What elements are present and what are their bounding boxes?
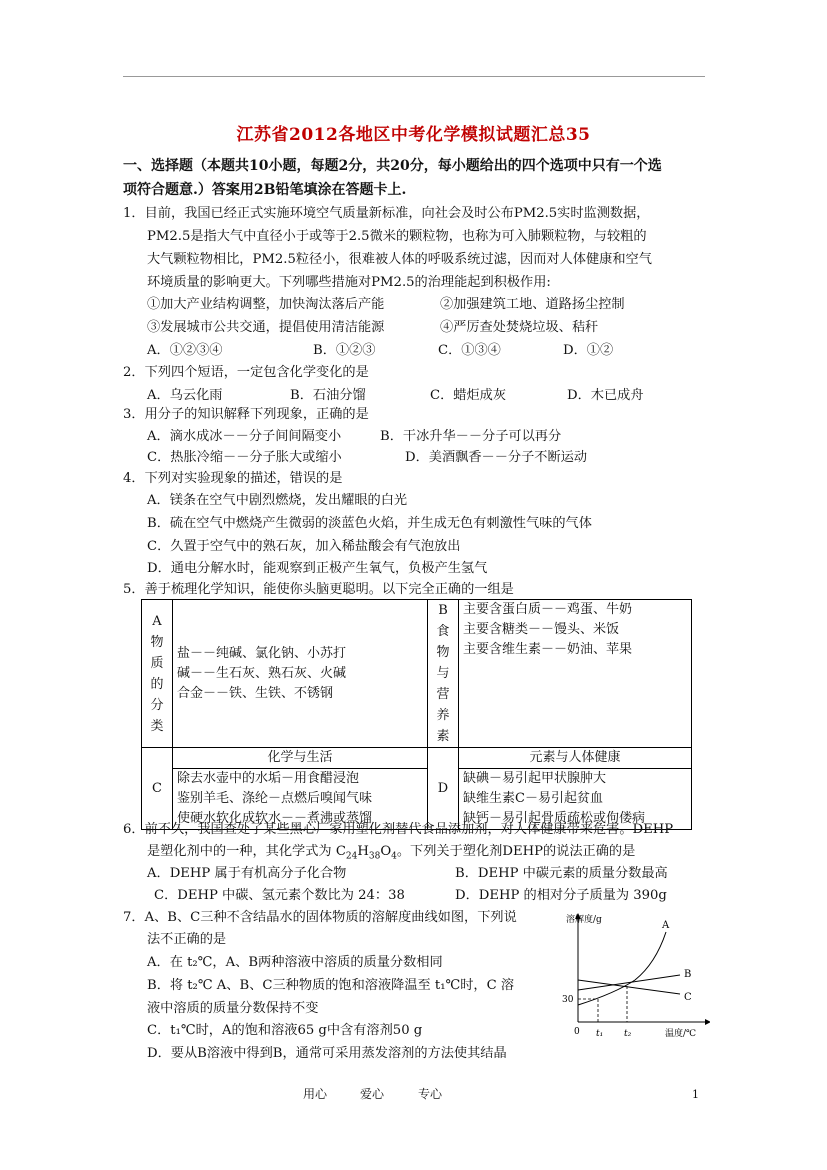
header-rule [123,76,705,77]
series-label-c: C [684,992,692,1003]
q7-stem: 7．A、B、C三种不含结晶水的固体物质的溶解度曲线如图，下列说 [123,910,517,925]
q5-b-content: 主要含蛋白质－－鸡蛋、牛奶 主要含糖类－－馒头、米饭 主要含维生素－－奶油、苹果 [459,600,692,748]
q3-option: B．干冰升华－－分子可以再分 [380,429,562,444]
q1-measure: ③发展城市公共交通，提倡使用清洁能源 [147,320,385,335]
series-label-a: A [662,920,670,931]
q1-option: B．①②③ [313,343,376,358]
q3-stem: 3．用分子的知识解释下列现象，正确的是 [123,407,369,422]
footer-item: 专心 [418,1087,443,1101]
solubility-chart [560,910,710,1050]
curve-a [578,932,666,1005]
q2-option: B．石油分馏 [290,388,366,403]
q4-option: A．镁条在空气中剧烈燃烧，发出耀眼的白光 [147,493,408,508]
q2-option: C．蜡炬成灰 [430,388,507,403]
q1-stem: 1．目前，我国已经正式实施环境空气质量新标准，向社会及时公布PM2.5实时监测数据， [123,206,650,221]
q4-option: C．久置于空气中的熟石灰，加入稀盐酸会有气泡放出 [147,539,461,554]
q5-a-content: 盐－－纯碱、氯化钠、小苏打 碱－－生石灰、熟石灰、火碱 合金－－铁、生铁、不锈钢 [173,600,428,748]
q7-option: C．t₁℃时，A的饱和溶液65 g中含有溶剂50 g [147,1023,423,1038]
y-axis-label: 溶解度/g [566,915,602,925]
q4-stem: 4．下列对实验现象的描述，错误的是 [123,471,343,486]
q5-b-label: B 食 物 与 营 养 素 [428,600,459,748]
footer-item: 爱心 [360,1087,385,1101]
q5-c-label: C [142,748,173,830]
x-tick-t2: t₂ [624,1029,632,1039]
q1-option: C．①③④ [438,343,501,358]
q5-c-heading: 化学与生活 [173,748,428,769]
q7-option: B．将 t₂℃ A、B、C三种物质的饱和溶液降温至 t₁℃时，C 溶 [147,978,515,993]
q2-option: A．乌云化雨 [147,388,223,403]
q4-option: D．通电分解水时，能观察到正极产生氧气，负极产生氢气 [147,561,488,576]
q1-measure: ②加强建筑工地、道路扬尘控制 [440,297,625,312]
q1-measure: ①加大产业结构调整，加快淘汰落后产能 [147,297,385,312]
section-heading: 一、选择题（本题共10小题，每题2分，共20分，每小题给出的四个选项中只有一个选 [123,158,662,174]
q1-option: D．①② [563,343,614,358]
section-heading-cont: 项符合题意.）答案用2B铅笔填涂在答题卡上. [123,182,407,198]
q6-option: D．DEHP 的相对分子质量为 390g [455,888,667,903]
q7-option: D．要从B溶液中得到B，通常可采用蒸发溶剂的方法使其结晶 [147,1046,507,1061]
page-title: 江苏省2012各地区中考化学模拟试题汇总35 [236,125,591,145]
series-label-b: B [684,969,692,980]
q1-stem: 环境质量的影响更大。下列哪些措施对PM2.5的治理能起到积极作用: [147,275,551,290]
q2-stem: 2．下列四个短语，一定包含化学变化的是 [123,365,369,380]
origin-label: 0 [574,1027,580,1037]
x-tick-t1: t₁ [596,1029,604,1039]
q1-stem: 大气颗粒物相比，PM2.5粒径小，很难被人体的呼吸系统过滤，因而对人体健康和空气 [147,252,652,267]
q1-stem: PM2.5是指大气中直径小于或等于2.5微米的颗粒物，也称为可入肺颗粒物，与较粗的 [147,229,647,244]
q3-option: A．滴水成冰－－分子间间隔变小 [147,429,342,444]
q5-table [141,599,692,830]
y-tick-30: 30 [562,995,574,1005]
x-axis-label: 温度/℃ [665,1029,697,1039]
q3-option: D．美酒飘香－－分子不断运动 [405,450,588,465]
q7-stem: 法不正确的是 [147,932,227,947]
q6-stem-formula: 是塑化剂中的一种，其化学式为 $C_{24}H_{38}O_4$。下列关于塑化剂DEHP的说法正确的是 [147,844,636,862]
footer-item: 用心 [303,1087,328,1101]
page-number: 1 [692,1088,699,1101]
q6-stem: 6．前不久，我国查处了某些黑心厂家用塑化剂替代食品添加剂，对人体健康带来危害。DEHP [123,822,674,837]
q5-a-label: A 物 质 的 分 类 [142,600,173,748]
q1-option: A．①②③④ [147,343,223,358]
q6-option: A．DEHP 属于有机高分子化合物 [147,866,347,881]
q5-d-heading: 元素与人体健康 [459,748,692,769]
q6-option: C．DEHP 中碳、氢元素个数比为 24：38 [154,888,405,903]
q4-option: B．硫在空气中燃烧产生微弱的淡蓝色火焰，并生成无色有刺激性气味的气体 [147,516,592,531]
q5-stem: 5．善于梳理化学知识，能使你头脑更聪明。以下完全正确的一组是 [123,582,514,597]
q5-d-content: 缺碘－易引起甲状腺肿大 缺维生素C－易引起贫血 缺钙－易引起骨质疏松或佝偻病 [459,769,692,830]
q3-option: C．热胀冷缩－－分子胀大或缩小 [147,450,342,465]
q1-measure: ④严厉查处焚烧垃圾、秸秆 [440,320,599,335]
q5-c-content: 除去水壶中的水垢－用食醋浸泡 鉴别羊毛、涤纶－点燃后嗅闻气味 使硬水软化成软水－－煮沸或蒸馏 [173,769,428,830]
q7-option: 液中溶质的质量分数保持不变 [147,1001,319,1016]
q2-option: D．木已成舟 [567,388,644,403]
q6-option: B．DEHP 中碳元素的质量分数最高 [455,866,668,881]
q5-d-label: D [428,748,459,830]
q7-option: A．在 t₂℃，A、B两种溶液中溶质的质量分数相同 [147,955,443,970]
